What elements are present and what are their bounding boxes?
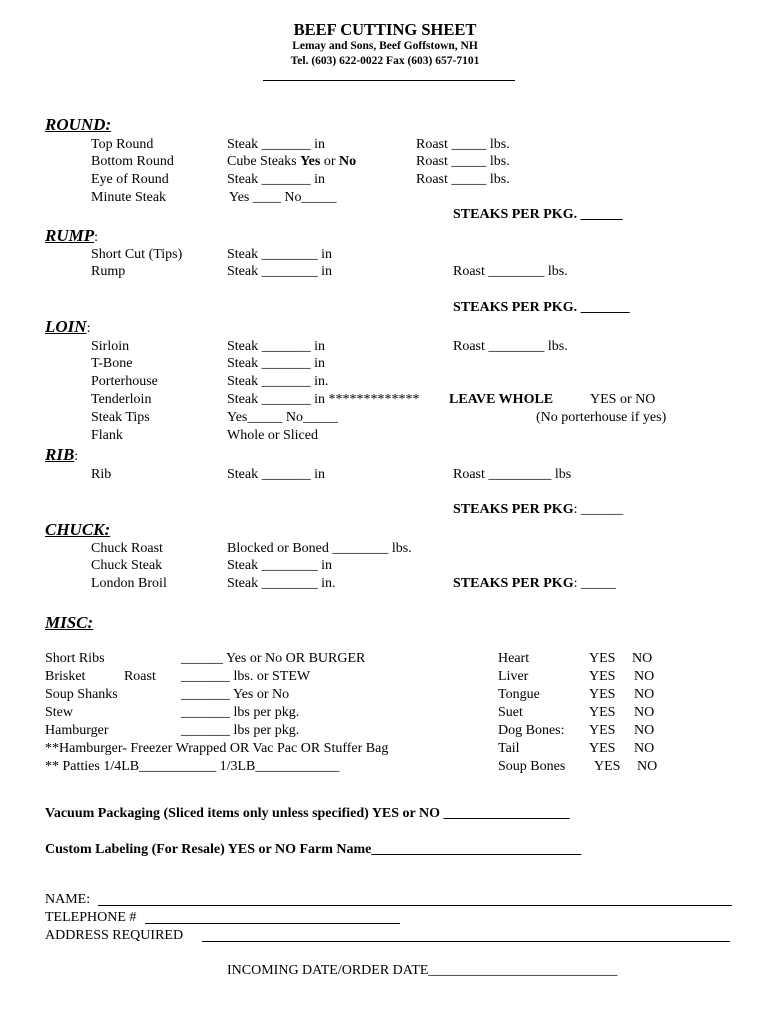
misc-item-name: Stew xyxy=(45,705,73,720)
yes-option[interactable]: YES xyxy=(589,723,616,738)
cube-steaks-choice[interactable] xyxy=(227,153,356,171)
section-heading-round: ROUND: xyxy=(45,115,112,134)
yes-option[interactable]: YES xyxy=(594,759,621,774)
cut-name: Minute Steak xyxy=(91,190,167,205)
yes-option[interactable]: YES xyxy=(589,687,616,702)
cut-name: Rump xyxy=(91,264,126,279)
misc-item-name: Suet xyxy=(498,705,523,720)
misc-item-field[interactable]: _______ lbs. or STEW xyxy=(181,669,311,684)
incoming-date-field[interactable]: INCOMING DATE/ORDER DATE___________________________ xyxy=(227,963,618,978)
misc-item-name: Soup Shanks xyxy=(45,687,118,702)
rump-heading-text: RUMP xyxy=(45,226,95,245)
cut-name: Sirloin xyxy=(91,339,130,354)
page-title: BEEF CUTTING SHEET xyxy=(293,20,477,39)
cube-steaks-label: Cube Steaks xyxy=(227,154,301,169)
rib-heading-text: RIB xyxy=(45,445,75,464)
steak-tips-choice[interactable]: Yes_____ No_____ xyxy=(227,410,338,425)
roast-weight-field[interactable]: Roast _________ lbs xyxy=(453,467,572,482)
roast-weight-field[interactable]: Roast _____ lbs. xyxy=(416,137,510,152)
steaks-per-pkg-field[interactable]: STEAKS PER PKG. ______ xyxy=(453,207,623,222)
contact-line: Tel. (603) 622-0022 Fax (603) 657-7101 xyxy=(290,55,480,67)
cut-option-field[interactable]: Steak ________ in xyxy=(227,264,332,279)
steaks-per-pkg-blank[interactable]: : ______ xyxy=(573,502,623,517)
cut-name: Porterhouse xyxy=(91,374,158,389)
porterhouse-note: (No porterhouse if yes) xyxy=(536,410,667,425)
cut-option-field[interactable]: Steak _______ in ************* xyxy=(227,392,420,407)
cut-option-field[interactable]: Steak ________ in. xyxy=(227,576,336,591)
steaks-per-pkg-label: STEAKS PER PKG xyxy=(453,502,574,517)
header-divider xyxy=(263,80,515,81)
section-heading-misc: MISC: xyxy=(45,613,94,632)
no-option[interactable]: No xyxy=(339,154,357,169)
cut-name: Chuck Steak xyxy=(91,558,163,573)
cut-name: Rib xyxy=(91,467,112,482)
no-option[interactable]: NO xyxy=(634,687,655,702)
address-label: ADDRESS REQUIRED xyxy=(45,928,184,943)
custom-labeling-field[interactable]: Custom Labeling (For Resale) YES or NO Farm Name______________________________ xyxy=(45,842,582,857)
cut-name: Bottom Round xyxy=(91,154,174,169)
cut-name: Top Round xyxy=(91,137,154,152)
leave-whole-label: LEAVE WHOLE xyxy=(449,392,554,407)
cut-name: Chuck Roast xyxy=(91,541,163,556)
telephone-field[interactable] xyxy=(145,923,400,924)
flank-choice[interactable]: Whole or Sliced xyxy=(227,428,318,443)
cut-option-field[interactable]: Steak _______ in xyxy=(227,339,325,354)
cut-option-field[interactable]: Steak ________ in xyxy=(227,558,332,573)
no-option[interactable]: NO xyxy=(634,669,655,684)
cut-name: T-Bone xyxy=(91,356,133,371)
misc-item-name: Soup Bones xyxy=(498,759,566,774)
steaks-per-pkg-blank[interactable]: : _____ xyxy=(573,576,616,591)
cut-name: London Broil xyxy=(91,576,167,591)
loin-heading-text: LOIN xyxy=(45,317,87,336)
steaks-per-pkg-field[interactable] xyxy=(453,501,623,519)
section-heading-loin xyxy=(45,317,90,338)
no-option[interactable]: NO xyxy=(634,705,655,720)
address-field[interactable] xyxy=(202,941,730,942)
cut-option-field[interactable]: Steak _______ in xyxy=(227,467,325,482)
misc-item-name: Dog Bones: xyxy=(498,723,565,738)
leave-whole-choice[interactable]: YES or NO xyxy=(590,392,656,407)
yes-option[interactable]: YES xyxy=(589,741,616,756)
cut-option-field[interactable]: Steak _______ in. xyxy=(227,374,329,389)
section-heading-chuck: CHUCK: xyxy=(45,520,111,539)
roast-weight-field[interactable]: Roast _____ lbs. xyxy=(416,154,510,169)
misc-item-name: Tongue xyxy=(498,687,540,702)
patties-field[interactable]: ** Patties 1/4LB___________ 1/3LB____________ xyxy=(45,759,340,774)
misc-item-name: Liver xyxy=(498,669,529,684)
yes-option[interactable]: YES xyxy=(589,651,616,666)
misc-item-name: Short Ribs xyxy=(45,651,105,666)
telephone-label: TELEPHONE # xyxy=(45,910,137,925)
cut-option-field[interactable]: Steak ________ in xyxy=(227,247,332,262)
steaks-per-pkg-field[interactable] xyxy=(453,575,616,593)
misc-item-field[interactable]: ______ Yes or No OR BURGER xyxy=(181,651,366,666)
section-heading-rib xyxy=(45,445,78,466)
no-option[interactable]: NO xyxy=(634,741,655,756)
roast-weight-field[interactable]: Roast ________ lbs. xyxy=(453,339,568,354)
heading-colon: : xyxy=(86,321,91,336)
cut-name: Short Cut (Tips) xyxy=(91,247,183,262)
hamburger-wrap-choice[interactable]: **Hamburger- Freezer Wrapped OR Vac Pac OR Stuffer Bag xyxy=(45,741,389,756)
steaks-per-pkg-field[interactable]: STEAKS PER PKG. _______ xyxy=(453,300,630,315)
or-text: or xyxy=(320,154,340,169)
company-line: Lemay and Sons, Beef Goffstown, NH xyxy=(292,40,478,52)
no-option[interactable]: NO xyxy=(632,651,653,666)
misc-item-name: Heart xyxy=(498,651,530,666)
misc-item-name: Brisket Roast xyxy=(45,669,156,684)
cut-name: Eye of Round xyxy=(91,172,169,187)
name-label: NAME: xyxy=(45,892,91,907)
yes-option[interactable]: YES xyxy=(589,669,616,684)
cut-name: Steak Tips xyxy=(91,410,150,425)
misc-item-field[interactable]: _______ lbs per pkg. xyxy=(181,705,300,720)
cut-name: Flank xyxy=(91,428,123,443)
cut-option-field[interactable]: Steak _______ in xyxy=(227,356,325,371)
vacuum-packaging-field[interactable]: Vacuum Packaging (Sliced items only unless specified) YES or NO __________________ xyxy=(45,806,570,821)
name-field[interactable] xyxy=(98,905,732,906)
cut-option-field[interactable]: Steak _______ in xyxy=(227,172,325,187)
yes-option[interactable]: YES xyxy=(589,705,616,720)
roast-weight-field[interactable]: Roast ________ lbs. xyxy=(453,264,568,279)
minute-steak-choice[interactable]: Yes ____ No_____ xyxy=(229,190,337,205)
steaks-per-pkg-label: STEAKS PER PKG xyxy=(453,576,574,591)
cut-name: Tenderloin xyxy=(91,392,152,407)
heading-colon: : xyxy=(94,230,99,245)
no-option[interactable]: NO xyxy=(637,759,658,774)
no-option[interactable]: NO xyxy=(634,723,655,738)
chuck-roast-choice[interactable]: Blocked or Boned ________ lbs. xyxy=(227,541,412,556)
misc-item-name: Tail xyxy=(498,741,520,756)
roast-weight-field[interactable]: Roast _____ lbs. xyxy=(416,172,510,187)
yes-option[interactable]: Yes xyxy=(300,154,321,169)
heading-colon: : xyxy=(74,449,79,464)
misc-item-name: Hamburger xyxy=(45,723,109,738)
misc-item-field[interactable]: _______ Yes or No xyxy=(181,687,290,702)
section-heading-rump xyxy=(45,226,98,247)
cut-option-field[interactable]: Steak _______ in xyxy=(227,137,325,152)
misc-item-field[interactable]: _______ lbs per pkg. xyxy=(181,723,300,738)
